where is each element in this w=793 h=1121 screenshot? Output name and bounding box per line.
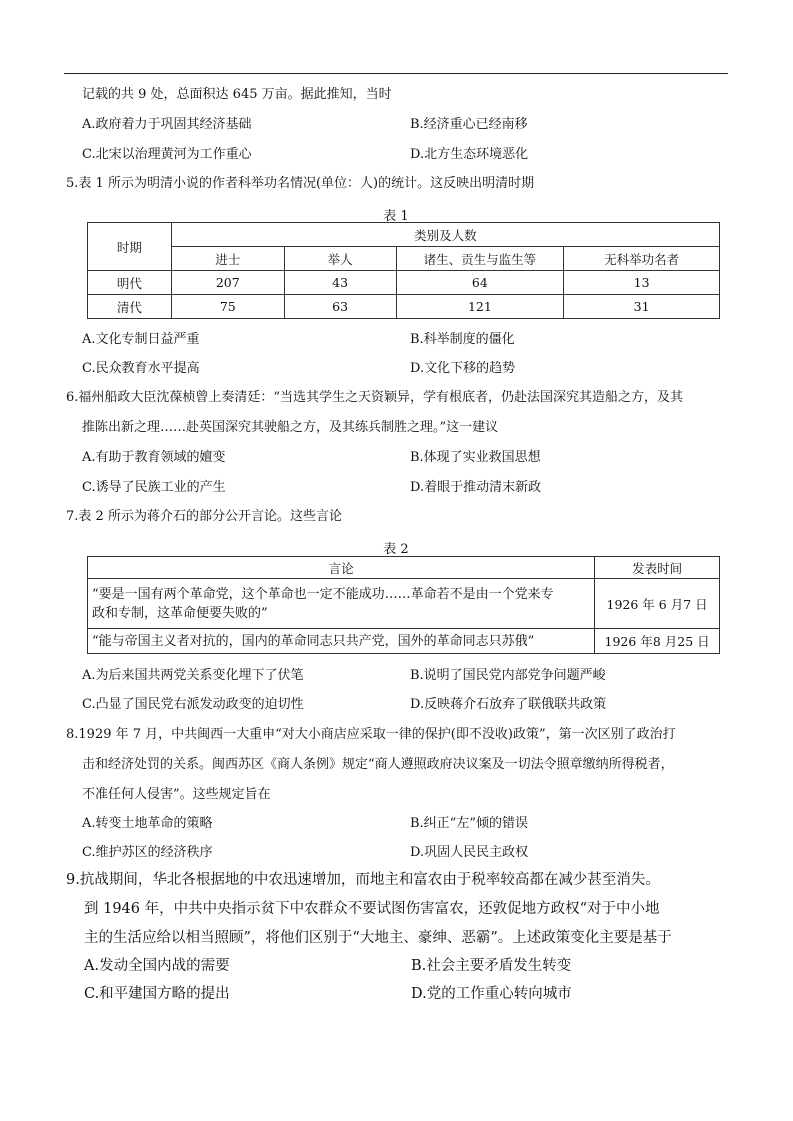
- question-6-stem-line2: 推陈出新之理……赴英国深究其驶船之方，及其练兵制胜之理。”这一建议: [82, 420, 499, 435]
- table-cell: 64: [396, 271, 564, 295]
- q5-option-c: C.民众教育水平提高: [82, 361, 200, 376]
- q4-option-a: A.政府着力于巩固其经济基础: [82, 117, 252, 132]
- table-2-caption: 表 2: [383, 542, 409, 557]
- table-1-col-jinshi: 进士: [171, 247, 284, 271]
- table-1-period-qing: 清代: [88, 295, 172, 319]
- q6-option-a: A.有助于教育领域的嬗变: [82, 450, 226, 465]
- q5-option-a: A.文化专制日益严重: [82, 332, 200, 347]
- q5-option-d: D.文化下移的趋势: [410, 361, 516, 376]
- q4-option-d: D.北方生态环境恶化: [410, 147, 529, 162]
- table-cell: 121: [396, 295, 564, 319]
- question-8-stem-line2: 击和经济处罚的关系。闽西苏区《商人条例》规定“商人遵照政府决议案及一切法令照章缴纳所得税者，: [82, 757, 674, 772]
- table-1-header-group: 类别及人数: [171, 223, 719, 247]
- q4-option-c: C.北宋以治理黄河为工作重心: [82, 147, 252, 162]
- table-1-col-juren: 举人: [284, 247, 396, 271]
- q9-option-b: B.社会主要矛盾发生转变: [411, 958, 572, 974]
- q7-option-c: C.凸显了国民党右派发动政变的迫切性: [82, 697, 304, 712]
- table-cell: 75: [171, 295, 284, 319]
- q9-option-c: C.和平建国方略的提出: [84, 986, 230, 1002]
- question-7-stem: 7.表 2 所示为蒋介石的部分公开言论。这些言论: [66, 509, 342, 524]
- question-9-stem-line3: 主的生活应给以相当照顾”，将他们区别于“大地主、豪绅、恶霸”。上述政策变化主要是基于: [84, 930, 672, 946]
- question-9-stem-line1: 9.抗战期间，华北各根据地的中农迅速增加，而地主和富农由于税率较高都在减少甚至消失。: [66, 872, 660, 888]
- q7-option-b: B.说明了国民党内部党争问题严峻: [410, 668, 606, 683]
- q7-option-a: A.为后来国共两党关系变化埋下了伏笔: [82, 668, 304, 683]
- table-2-speech-2: “能与帝国主义者对抗的，国内的革命同志只共产党，国外的革命同志只苏俄”: [88, 629, 595, 654]
- table-1-col-none: 无科举功名者: [564, 247, 720, 271]
- table-2-header-date: 发表时间: [595, 557, 720, 579]
- q9-option-a: A.发动全国内战的需要: [84, 958, 230, 974]
- q6-option-d: D.着眼于推动清末新政: [410, 480, 542, 495]
- q6-option-c: C.诱导了民族工业的产生: [82, 480, 226, 495]
- question-6-stem-line1: 6.福州船政大臣沈葆桢曾上奏清廷：“当选其学生之天资颖异，学有根底者，仍赴法国深究其造船之方，及其: [66, 390, 684, 405]
- question-8-stem-line3: 不准任何人侵害”。这些规定旨在: [82, 787, 271, 802]
- table-1-caption: 表 1: [383, 209, 409, 224]
- q4-option-b: B.经济重心已经南移: [410, 117, 528, 132]
- table-row: [88, 271, 720, 295]
- table-cell: 31: [564, 295, 720, 319]
- table-1-header-period: 时期: [88, 223, 172, 271]
- question-8-stem-line1: 8.1929 年 7 月，中共闽西一大重申“对大小商店应采取一律的保护(即不没收)政策”，第一次区别了政治打: [66, 727, 676, 742]
- question-9-stem-line2: 到 1946 年，中共中央指示贫下中农群众不要试图伤害富农，还敦促地方政权“对于中小地: [84, 901, 660, 917]
- table-cell: 43: [284, 271, 396, 295]
- q8-option-d: D.巩固人民民主政权: [410, 845, 529, 860]
- table-2-header-speech: 言论: [88, 557, 595, 579]
- table-1-period-ming: 明代: [88, 271, 172, 295]
- table-row: [88, 295, 720, 319]
- q5-option-b: B.科举制度的僵化: [410, 332, 515, 347]
- table-2: [87, 556, 720, 654]
- table-2-speech-1: [88, 579, 595, 629]
- table-row: [88, 629, 720, 654]
- q8-option-a: A.转变土地革命的策略: [82, 816, 213, 831]
- table-cell: 207: [171, 271, 284, 295]
- question-4-stem-end: 记载的共 9 处，总面积达 645 万亩。据此推知，当时: [82, 87, 392, 102]
- table-2-speech-1-line1: “要是一国有两个革命党，这个革命也一定不能成功……革命若不是由一个党来专: [92, 586, 554, 602]
- table-2-date-2: 1926 年8 月25 日: [595, 629, 720, 654]
- table-cell: 13: [564, 271, 720, 295]
- table-cell: 63: [284, 295, 396, 319]
- q8-option-b: B.纠正“左”倾的错误: [410, 816, 528, 831]
- q7-option-d: D.反映蒋介石放弃了联俄联共政策: [410, 697, 607, 712]
- question-5-stem: 5.表 1 所示为明清小说的作者科举功名情况(单位：人)的统计。这反映出明清时期: [66, 176, 535, 191]
- table-1: [87, 222, 720, 319]
- header-rule: [64, 73, 728, 74]
- table-1-col-zhusheng: 诸生、贡生与监生等: [396, 247, 564, 271]
- table-2-date-1: 1926 年 6 月7 日: [595, 579, 720, 629]
- q9-option-d: D.党的工作重心转向城市: [411, 986, 572, 1002]
- q6-option-b: B.体现了实业救国思想: [410, 450, 541, 465]
- q8-option-c: C.维护苏区的经济秩序: [82, 845, 213, 860]
- table-row: [88, 579, 720, 629]
- table-2-speech-1-line2: 政和专制，这革命便要失败的”: [92, 605, 268, 621]
